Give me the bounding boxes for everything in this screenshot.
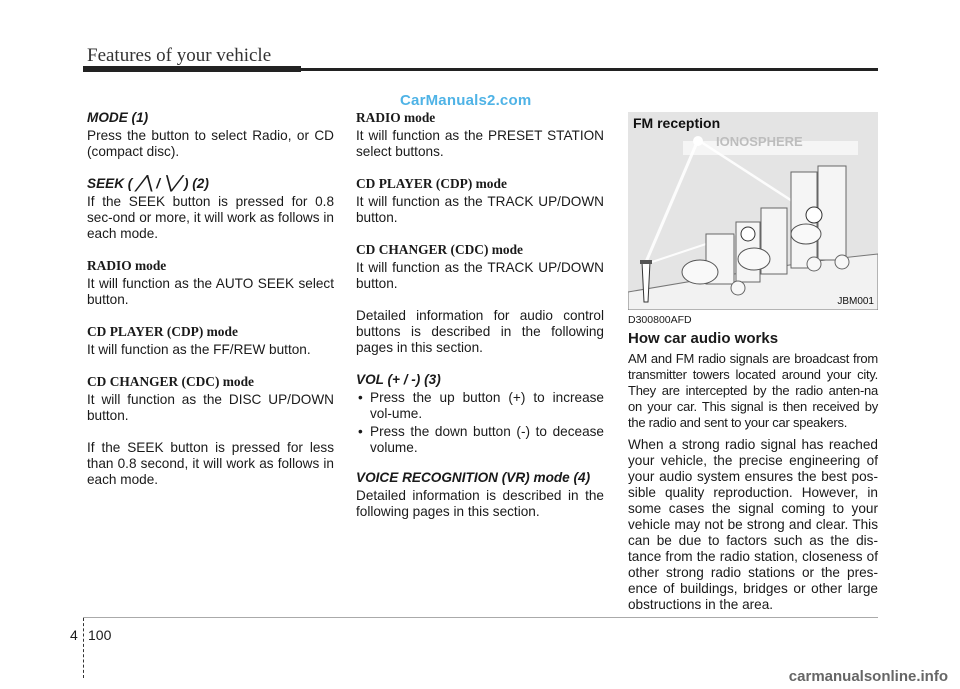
seek-text: If the SEEK button is pressed for 0.8 sec-ond or more, it will work as follows in each mode. (87, 194, 334, 241)
footer-rule (83, 617, 878, 618)
mode-heading: MODE (1) (87, 110, 149, 125)
vr-text: Detailed information is described in the following pages in this section. (356, 488, 604, 519)
column-2 (356, 110, 604, 536)
fm-reception-figure (628, 112, 878, 310)
section-code: D300800AFD (628, 314, 692, 326)
radio-mode-heading-2: RADIO mode (356, 110, 436, 125)
radio-mode-text: It will function as the AUTO SEEK select button. (87, 276, 334, 307)
cdc-mode-text-2: It will function as the TRACK UP/DOWN button. (356, 260, 604, 291)
cdc-mode-heading-2: CD CHANGER (CDC) mode (356, 242, 523, 257)
radio-mode-text-2: It will function as the PRESET STATION select buttons. (356, 128, 604, 159)
cdc-mode-text: It will function as the DISC UP/DOWN button. (87, 392, 334, 423)
vol-heading: VOL (+ / -) (3) (356, 372, 441, 387)
cdp-mode-text-2: It will function as the TRACK UP/DOWN button. (356, 194, 604, 225)
page-number: 100 (88, 627, 112, 643)
ionosphere-label: IONOSPHERE (716, 134, 803, 149)
radio-mode-heading: RADIO mode (87, 258, 167, 273)
column-1 (87, 110, 334, 504)
header-rule-accent (83, 66, 301, 72)
paragraph-1: AM and FM radio signals are broadcast from transmitter towers located around your city. They are intercepted by the radio anten-na on your car. This signal is then received by the radio and sent to your car speakers. (628, 351, 878, 430)
column-3-body (628, 351, 878, 629)
seek-heading: SEEK ( ╱╲ / ╲╱ ) (2) (87, 176, 209, 191)
list-item: • Press the up button (+) to increase vol-ume. (356, 390, 604, 422)
section-number: 4 (70, 627, 78, 643)
seek-less-text: If the SEEK button is pressed for less than 0.8 second, it will work as follows in each mode. (87, 440, 334, 487)
vr-heading: VOICE RECOGNITION (VR) mode (4) (356, 470, 591, 485)
figure-code: JBM001 (837, 296, 874, 307)
cdp-mode-heading-2: CD PLAYER (CDP) mode (356, 176, 507, 191)
section-heading: How car audio works (628, 330, 779, 347)
cdc-mode-heading: CD CHANGER (CDC) mode (87, 374, 254, 389)
paragraph-2: When a strong radio signal has reached your vehicle, the precise engineering of your audio system ensures the best pos-sible quality reproduction. However, in some cases the signal coming to your vehicle may not be strong and clear. This can be due to factors such as the dis-tance from the radio station, closeness of other strong radio stations or the pres-ence of buildings, bridges or other large obstructions in the area. (628, 437, 878, 612)
list-item: • Press the down button (-) to decease volume. (356, 424, 604, 456)
mode-text: Press the button to select Radio, or CD (compact disc). (87, 128, 334, 159)
figure-title: FM reception (633, 115, 721, 131)
audio-detail-text: Detailed information for audio control buttons is described in the following pages in this section. (356, 308, 604, 355)
page-divider (83, 618, 85, 678)
watermark: CarManuals2.com (400, 92, 532, 109)
cdp-mode-text: It will function as the FF/REW button. (87, 342, 311, 357)
vol-list (356, 390, 604, 456)
page-header-title: Features of your vehicle (87, 45, 272, 66)
cdp-mode-heading: CD PLAYER (CDP) mode (87, 324, 238, 339)
footer-watermark: carmanualsonline.info (788, 668, 948, 685)
